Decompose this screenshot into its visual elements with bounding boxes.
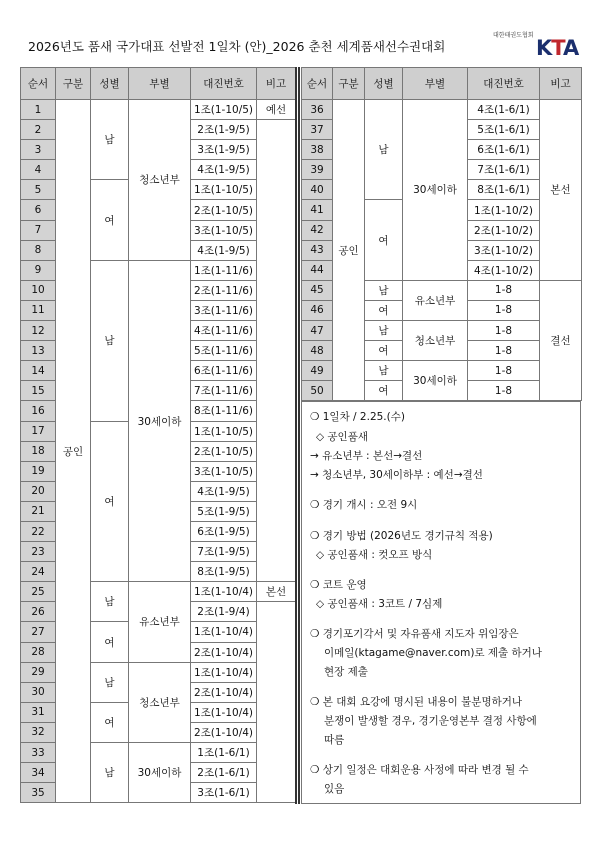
schedule-table-right: [301, 67, 582, 401]
cell-bracket: 1조(1-10/4): [191, 582, 257, 602]
note-line: ◇ 공인품새: [316, 431, 368, 443]
row-seq: 31: [21, 702, 56, 722]
cell-division: 30세이하: [129, 260, 191, 582]
cell-division: 유소년부: [403, 280, 468, 320]
row-seq: 2: [21, 120, 56, 140]
row-seq: 7: [21, 220, 56, 240]
cell-bracket: 4조(1-9/5): [191, 481, 257, 501]
cell-gender: 여: [365, 381, 403, 401]
cell-division: 30세이하: [403, 100, 468, 281]
note-line: 있음: [324, 783, 345, 795]
row-seq: 38: [302, 140, 333, 160]
cell-note: 결선: [540, 280, 582, 401]
row-seq: 47: [302, 321, 333, 341]
cell-bracket: 4조(1-9/5): [191, 160, 257, 180]
row-seq: 44: [302, 260, 333, 280]
row-seq: 15: [21, 381, 56, 401]
header-gubun: 구분: [333, 68, 365, 100]
note-line: ◇ 공인품새 : 컷오프 방식: [316, 549, 433, 561]
cell-bracket: 2조(1-10/4): [191, 722, 257, 742]
cell-bracket: 3조(1-10/2): [468, 240, 540, 260]
row-seq: 28: [21, 642, 56, 662]
cell-bracket: 1조(1-10/4): [191, 622, 257, 642]
cell-note: 예선: [257, 100, 296, 120]
note-line: → 유소년부 : 본선→결선: [310, 450, 423, 462]
cell-bracket: 7조(1-11/6): [191, 381, 257, 401]
table-row: [21, 100, 296, 120]
header-note: 비고: [257, 68, 296, 100]
row-seq: 49: [302, 361, 333, 381]
note-line: ❍ 경기 개시 : 오전 9시: [310, 499, 418, 511]
cell-bracket: 4조(1-10/2): [468, 260, 540, 280]
cell-bracket: 1-8: [468, 300, 540, 320]
cell-bracket: 2조(1-11/6): [191, 280, 257, 300]
cell-bracket: 2조(1-10/4): [191, 642, 257, 662]
cell-gender: 남: [91, 100, 129, 180]
row-seq: 21: [21, 501, 56, 521]
cell-bracket: 2조(1-10/2): [468, 220, 540, 240]
cell-division: 청소년부: [129, 662, 191, 742]
cell-note: 본선: [540, 100, 582, 281]
cell-division: 30세이하: [403, 361, 468, 401]
cell-bracket: 5조(1-9/5): [191, 501, 257, 521]
row-seq: 42: [302, 220, 333, 240]
cell-bracket: 1-8: [468, 381, 540, 401]
note-line: ❍ 경기 방법 (2026년도 경기규칙 적용): [310, 530, 493, 542]
cell-gender: 여: [365, 200, 403, 280]
note-line[interactable]: 이메일(ktagame@naver.com)로 제출 하거나: [324, 647, 542, 659]
logo-subtext: 대한태권도협회: [493, 32, 534, 39]
cell-note: [257, 120, 296, 582]
note-line: 현장 제출: [324, 666, 368, 678]
header-gender: 성별: [365, 68, 403, 100]
cell-bracket: 6조(1-9/5): [191, 521, 257, 541]
cell-bracket: 1-8: [468, 361, 540, 381]
cell-bracket: 8조(1-11/6): [191, 401, 257, 421]
cell-bracket: 4조(1-9/5): [191, 240, 257, 260]
cell-gender: 여: [91, 421, 129, 582]
cell-bracket: 1조(1-6/1): [191, 743, 257, 763]
header-seq: 순서: [302, 68, 333, 100]
cell-division: 30세이하: [129, 743, 191, 803]
row-seq: 3: [21, 140, 56, 160]
cell-bracket: 2조(1-9/5): [191, 120, 257, 140]
cell-bracket: 7조(1-6/1): [468, 160, 540, 180]
note-line: ❍ 경기포기각서 및 자유품새 지도자 위임장은: [310, 628, 519, 640]
note-line: ◇ 공인품새 : 3코트 / 7심제: [316, 598, 443, 610]
row-seq: 24: [21, 562, 56, 582]
row-seq: 14: [21, 361, 56, 381]
row-seq: 20: [21, 481, 56, 501]
row-seq: 50: [302, 381, 333, 401]
table-row: [302, 100, 582, 120]
cell-bracket: 2조(1-10/4): [191, 682, 257, 702]
cell-bracket: 1조(1-10/5): [191, 421, 257, 441]
cell-gender: 남: [91, 582, 129, 622]
cell-bracket: 1-8: [468, 341, 540, 361]
row-seq: 23: [21, 542, 56, 562]
cell-note: 본선: [257, 582, 296, 602]
row-seq: 48: [302, 341, 333, 361]
cell-bracket: 2조(1-10/5): [191, 200, 257, 220]
cell-gender: 남: [91, 260, 129, 421]
header-bracket: 대진번호: [191, 68, 257, 100]
row-seq: 46: [302, 300, 333, 320]
cell-gubun: 공인: [333, 100, 365, 401]
row-seq: 43: [302, 240, 333, 260]
cell-bracket: 1조(1-10/4): [191, 702, 257, 722]
row-seq: 4: [21, 160, 56, 180]
cell-bracket: 1조(1-10/2): [468, 200, 540, 220]
cell-bracket: 3조(1-11/6): [191, 300, 257, 320]
cell-bracket: 2조(1-10/5): [191, 441, 257, 461]
cell-bracket: 4조(1-11/6): [191, 321, 257, 341]
cell-bracket: 7조(1-9/5): [191, 542, 257, 562]
row-seq: 30: [21, 682, 56, 702]
cell-gender: 여: [91, 622, 129, 662]
header-seq: 순서: [21, 68, 56, 100]
cell-gender: 남: [91, 743, 129, 803]
cell-note: [257, 602, 296, 803]
note-line: ❍ 본 대회 요강에 명시된 내용이 불분명하거나: [310, 696, 523, 708]
row-seq: 37: [302, 120, 333, 140]
header-division: 부별: [129, 68, 191, 100]
cell-bracket: 1조(1-10/4): [191, 662, 257, 682]
cell-division: 유소년부: [129, 582, 191, 662]
row-seq: 25: [21, 582, 56, 602]
cell-division: 청소년부: [129, 100, 191, 261]
cell-bracket: 1-8: [468, 321, 540, 341]
cell-bracket: 1조(1-10/5): [191, 180, 257, 200]
row-seq: 17: [21, 421, 56, 441]
row-seq: 5: [21, 180, 56, 200]
row-seq: 13: [21, 341, 56, 361]
note-line: ❍ 1일차 / 2.25.(수): [310, 411, 405, 423]
note-line: ❍ 상기 일정은 대회운용 사정에 따라 변경 될 수: [310, 764, 529, 776]
note-line: ❍ 코트 운영: [310, 579, 367, 591]
cell-division: 청소년부: [403, 321, 468, 361]
row-seq: 39: [302, 160, 333, 180]
header-gubun: 구분: [56, 68, 91, 100]
row-seq: 16: [21, 401, 56, 421]
cell-gender: 여: [365, 341, 403, 361]
header-note: 비고: [540, 68, 582, 100]
cell-gender: 여: [365, 300, 403, 320]
cell-bracket: 3조(1-10/5): [191, 220, 257, 240]
cell-gender: 남: [365, 361, 403, 381]
note-line: → 청소년부, 30세이하부 : 예선→결선: [310, 469, 483, 481]
row-seq: 9: [21, 260, 56, 280]
row-seq: 10: [21, 280, 56, 300]
kta-logo: KTA: [536, 36, 579, 60]
cell-bracket: 5조(1-6/1): [468, 120, 540, 140]
row-seq: 12: [21, 321, 56, 341]
row-seq: 8: [21, 240, 56, 260]
cell-bracket: 1조(1-11/6): [191, 260, 257, 280]
cell-bracket: 1조(1-10/5): [191, 100, 257, 120]
row-seq: 29: [21, 662, 56, 682]
cell-bracket: 3조(1-6/1): [191, 783, 257, 803]
row-seq: 35: [21, 783, 56, 803]
cell-bracket: 1-8: [468, 280, 540, 300]
cell-bracket: 3조(1-9/5): [191, 140, 257, 160]
row-seq: 27: [21, 622, 56, 642]
cell-gender: 여: [91, 702, 129, 742]
cell-gubun: 공인: [56, 100, 91, 803]
notes-box: [301, 401, 581, 804]
cell-bracket: 8조(1-6/1): [468, 180, 540, 200]
cell-bracket: 3조(1-10/5): [191, 461, 257, 481]
cell-bracket: 8조(1-9/5): [191, 562, 257, 582]
row-seq: 22: [21, 521, 56, 541]
cell-bracket: 6조(1-11/6): [191, 361, 257, 381]
row-seq: 18: [21, 441, 56, 461]
cell-gender: 여: [91, 180, 129, 260]
cell-gender: 남: [365, 321, 403, 341]
cell-bracket: 6조(1-6/1): [468, 140, 540, 160]
note-line: 따름: [324, 734, 345, 746]
schedule-table-left: [20, 67, 296, 803]
cell-gender: 남: [365, 280, 403, 300]
row-seq: 1: [21, 100, 56, 120]
cell-gender: 남: [365, 100, 403, 200]
page-title: 2026년도 품새 국가대표 선발전 1일차 (안)_2026 춘천 세계품새선수권대회: [28, 39, 446, 54]
note-line: 분쟁이 발생할 경우, 경기운영본부 결정 사항에: [324, 715, 537, 727]
row-seq: 40: [302, 180, 333, 200]
cell-bracket: 2조(1-6/1): [191, 763, 257, 783]
header-division: 부별: [403, 68, 468, 100]
row-seq: 32: [21, 722, 56, 742]
cell-bracket: 4조(1-6/1): [468, 100, 540, 120]
row-seq: 19: [21, 461, 56, 481]
row-seq: 33: [21, 743, 56, 763]
row-seq: 26: [21, 602, 56, 622]
row-seq: 6: [21, 200, 56, 220]
cell-gender: 남: [91, 662, 129, 702]
table-divider: [295, 67, 300, 804]
cell-bracket: 5조(1-11/6): [191, 341, 257, 361]
header-bracket: 대진번호: [468, 68, 540, 100]
row-seq: 34: [21, 763, 56, 783]
row-seq: 41: [302, 200, 333, 220]
cell-bracket: 2조(1-9/4): [191, 602, 257, 622]
row-seq: 45: [302, 280, 333, 300]
header-gender: 성별: [91, 68, 129, 100]
row-seq: 11: [21, 300, 56, 320]
row-seq: 36: [302, 100, 333, 120]
